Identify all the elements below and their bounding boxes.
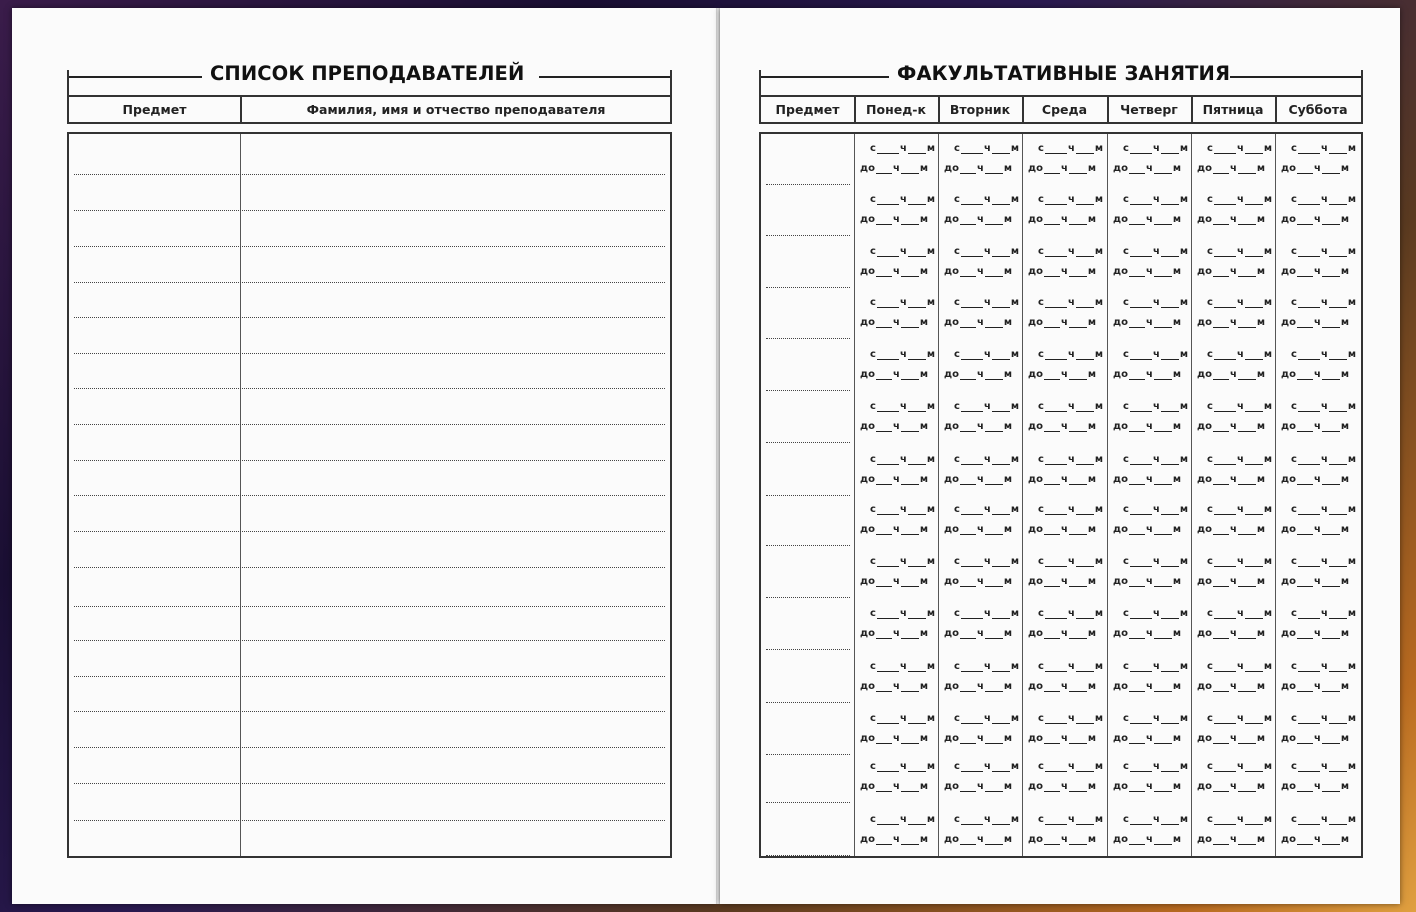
time-slot[interactable]: с ч м до ч м bbox=[1028, 454, 1103, 485]
time-slot[interactable]: с ч м до ч м bbox=[1197, 143, 1272, 174]
writing-line bbox=[74, 282, 665, 283]
time-slot[interactable]: с ч м до ч м bbox=[944, 194, 1019, 225]
time-slot[interactable]: с ч м до ч м bbox=[944, 504, 1019, 535]
time-slot[interactable]: с ч м до ч м bbox=[1113, 504, 1188, 535]
writing-line bbox=[74, 210, 665, 211]
time-slot[interactable]: с ч м до ч м bbox=[860, 349, 935, 380]
time-slot[interactable]: с ч м до ч м bbox=[944, 608, 1019, 639]
writing-line bbox=[74, 640, 665, 641]
col-day: Среда bbox=[1041, 102, 1088, 117]
time-slot[interactable]: с ч м до ч м bbox=[1197, 814, 1272, 845]
time-slot[interactable]: с ч м до ч м bbox=[1197, 608, 1272, 639]
time-slot[interactable]: с ч м до ч м bbox=[860, 246, 935, 277]
col-day: Четверг bbox=[1120, 102, 1178, 117]
subject-line bbox=[766, 855, 850, 856]
writing-line bbox=[74, 460, 665, 461]
electives-header bbox=[759, 70, 1363, 124]
time-slot[interactable]: с ч м до ч м bbox=[1028, 504, 1103, 535]
teachers-header bbox=[67, 70, 672, 124]
subject-line bbox=[766, 754, 850, 755]
subject-line bbox=[766, 702, 850, 703]
time-slot[interactable]: с ч м до ч м bbox=[1281, 504, 1356, 535]
subject-line bbox=[766, 287, 850, 288]
col-subject: Предмет bbox=[122, 102, 187, 117]
writing-line bbox=[74, 174, 665, 175]
time-slot[interactable]: с ч м до ч м bbox=[1028, 814, 1103, 845]
time-slot[interactable]: с ч м до ч м bbox=[1281, 608, 1356, 639]
time-slot[interactable]: с ч м до ч м bbox=[944, 349, 1019, 380]
time-slot[interactable]: с ч м до ч м bbox=[1113, 194, 1188, 225]
writing-line bbox=[74, 353, 665, 354]
time-slot[interactable]: с ч м до ч м bbox=[860, 814, 935, 845]
time-slot[interactable]: с ч м до ч м bbox=[1197, 246, 1272, 277]
time-slot[interactable]: с ч м до ч м bbox=[944, 713, 1019, 744]
time-slot[interactable]: с ч м до ч м bbox=[1113, 814, 1188, 845]
time-slot[interactable]: с ч м до ч м bbox=[1281, 349, 1356, 380]
subject-line bbox=[766, 442, 850, 443]
time-slot[interactable]: с ч м до ч м bbox=[1281, 246, 1356, 277]
time-slot[interactable]: с ч м до ч м bbox=[1113, 349, 1188, 380]
writing-line bbox=[74, 424, 665, 425]
time-slot[interactable]: с ч м до ч м bbox=[860, 194, 935, 225]
col-day: Понед-к bbox=[866, 102, 926, 117]
time-slot[interactable]: с ч м до ч м bbox=[1197, 401, 1272, 432]
time-slot[interactable]: с ч м до ч м bbox=[944, 761, 1019, 792]
writing-line bbox=[74, 676, 665, 677]
time-slot[interactable]: с ч м до ч м bbox=[1197, 761, 1272, 792]
teachers-table bbox=[67, 132, 672, 858]
time-slot[interactable]: с ч м до ч м bbox=[1113, 661, 1188, 692]
writing-line bbox=[74, 820, 665, 821]
time-slot[interactable]: с ч м до ч м bbox=[1028, 194, 1103, 225]
writing-line bbox=[74, 246, 665, 247]
time-slot[interactable]: с ч м до ч м bbox=[1281, 194, 1356, 225]
time-slot[interactable]: с ч м до ч м bbox=[1197, 713, 1272, 744]
writing-line bbox=[74, 711, 665, 712]
subject-line bbox=[766, 338, 850, 339]
time-slot[interactable]: с ч м до ч м bbox=[1113, 454, 1188, 485]
electives-title: ФАКУЛЬТАТИВНЫЕ ЗАНЯТИЯ bbox=[897, 62, 1231, 85]
subject-line bbox=[766, 597, 850, 598]
time-slot[interactable]: с ч м до ч м bbox=[860, 556, 935, 587]
subject-line bbox=[766, 390, 850, 391]
writing-line bbox=[74, 747, 665, 748]
time-slot[interactable]: с ч м до ч м bbox=[944, 297, 1019, 328]
time-slot[interactable]: с ч м до ч м bbox=[1028, 761, 1103, 792]
time-slot[interactable]: с ч м до ч м bbox=[1281, 713, 1356, 744]
time-slot[interactable]: с ч м до ч м bbox=[860, 504, 935, 535]
time-slot[interactable]: с ч м до ч м bbox=[1028, 349, 1103, 380]
time-slot[interactable]: с ч м до ч м bbox=[1113, 556, 1188, 587]
time-slot[interactable]: с ч м до ч м bbox=[944, 454, 1019, 485]
time-slot[interactable]: с ч м до ч м bbox=[1281, 556, 1356, 587]
time-slot[interactable]: с ч м до ч м bbox=[1113, 297, 1188, 328]
writing-line bbox=[74, 388, 665, 389]
writing-line bbox=[74, 783, 665, 784]
time-slot[interactable]: с ч м до ч м bbox=[860, 713, 935, 744]
time-slot[interactable]: с ч м до ч м bbox=[1113, 713, 1188, 744]
time-slot[interactable]: с ч м до ч м bbox=[1028, 556, 1103, 587]
time-slot[interactable]: с ч м до ч м bbox=[944, 661, 1019, 692]
time-slot[interactable]: с ч м до ч м bbox=[860, 143, 935, 174]
time-slot[interactable]: с ч м до ч м bbox=[1028, 661, 1103, 692]
time-slot[interactable]: с ч м до ч м bbox=[860, 761, 935, 792]
time-slot[interactable]: с ч м до ч м bbox=[860, 608, 935, 639]
time-slot[interactable]: с ч м до ч м bbox=[1281, 661, 1356, 692]
time-slot[interactable]: с ч м до ч м bbox=[944, 246, 1019, 277]
time-slot[interactable]: с ч м до ч м bbox=[1281, 143, 1356, 174]
time-slot[interactable]: с ч м до ч м bbox=[1197, 349, 1272, 380]
writing-line bbox=[74, 495, 665, 496]
subject-line bbox=[766, 545, 850, 546]
subject-line bbox=[766, 235, 850, 236]
time-slot[interactable]: с ч м до ч м bbox=[944, 556, 1019, 587]
time-slot[interactable]: с ч м до ч м bbox=[1281, 454, 1356, 485]
subject-line bbox=[766, 802, 850, 803]
col-day: Вторник bbox=[949, 102, 1011, 117]
time-slot[interactable]: с ч м до ч м bbox=[860, 454, 935, 485]
writing-line bbox=[74, 317, 665, 318]
time-slot[interactable]: с ч м до ч м bbox=[1281, 401, 1356, 432]
time-slot[interactable]: с ч м до ч м bbox=[1113, 401, 1188, 432]
writing-line bbox=[74, 531, 665, 532]
col-teacher-name: Фамилия, имя и отчество преподавателя bbox=[306, 102, 606, 117]
time-slot[interactable]: с ч м до ч м bbox=[860, 297, 935, 328]
time-slot[interactable]: с ч м до ч м bbox=[1197, 454, 1272, 485]
time-slot[interactable]: с ч м до ч м bbox=[944, 814, 1019, 845]
time-slot[interactable]: с ч м до ч м bbox=[1197, 194, 1272, 225]
time-slot[interactable]: с ч м до ч м bbox=[1028, 401, 1103, 432]
time-slot[interactable]: с ч м до ч м bbox=[1197, 297, 1272, 328]
col-day: Суббота bbox=[1288, 102, 1348, 117]
electives-table bbox=[759, 132, 1363, 858]
col-subject: Предмет bbox=[775, 102, 840, 117]
time-slot[interactable]: с ч м до ч м bbox=[1028, 713, 1103, 744]
teachers-list-title: СПИСОК ПРЕПОДАВАТЕЛЕЙ bbox=[210, 62, 525, 85]
time-slot[interactable]: с ч м до ч м bbox=[1028, 143, 1103, 174]
subject-line bbox=[766, 184, 850, 185]
writing-line bbox=[74, 606, 665, 607]
time-slot[interactable]: с ч м до ч м bbox=[1281, 761, 1356, 792]
time-slot[interactable]: с ч м до ч м bbox=[944, 143, 1019, 174]
time-slot[interactable]: с ч м до ч м bbox=[1113, 246, 1188, 277]
time-slot[interactable]: с ч м до ч м bbox=[1197, 661, 1272, 692]
time-slot[interactable]: с ч м до ч м bbox=[860, 661, 935, 692]
time-slot[interactable]: с ч м до ч м bbox=[1028, 608, 1103, 639]
time-slot[interactable]: с ч м до ч м bbox=[1113, 761, 1188, 792]
writing-line bbox=[74, 567, 665, 568]
time-slot[interactable]: с ч м до ч м bbox=[1028, 246, 1103, 277]
subject-line bbox=[766, 495, 850, 496]
subject-line bbox=[766, 649, 850, 650]
time-slot[interactable]: с ч м до ч м bbox=[1197, 504, 1272, 535]
time-slot[interactable]: с ч м до ч м bbox=[1197, 556, 1272, 587]
time-slot[interactable]: с ч м до ч м bbox=[1281, 814, 1356, 845]
col-day: Пятница bbox=[1202, 102, 1264, 117]
time-slot[interactable]: с ч м до ч м bbox=[860, 401, 935, 432]
time-slot[interactable]: с ч м до ч м bbox=[1028, 297, 1103, 328]
time-slot[interactable]: с ч м до ч м bbox=[1113, 608, 1188, 639]
time-slot[interactable]: с ч м до ч м bbox=[1281, 297, 1356, 328]
time-slot[interactable]: с ч м до ч м bbox=[944, 401, 1019, 432]
time-slot[interactable]: с ч м до ч м bbox=[1113, 143, 1188, 174]
